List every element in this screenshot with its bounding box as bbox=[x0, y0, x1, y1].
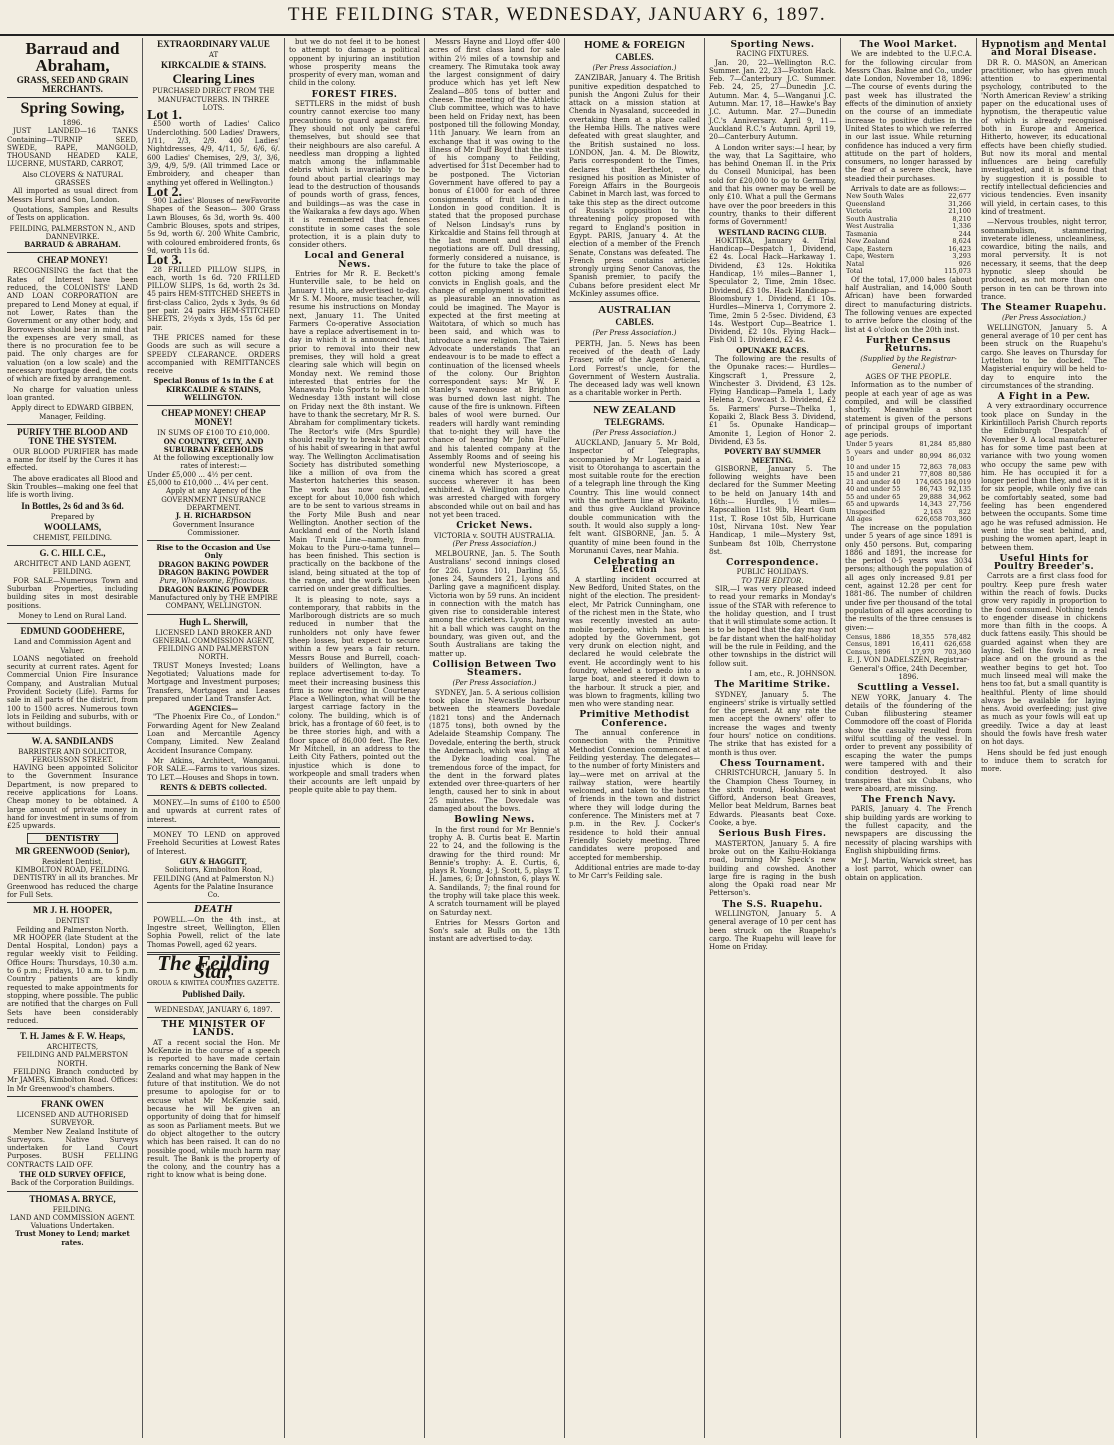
divider bbox=[569, 301, 700, 302]
lot-2-text: 900 Ladies' Blouses of newFavorite Shapes of the Season— 300 Grass Lawn Blouses, 6s 3d, worth 9s. 400 Cambric Blouses, spots and stripes, 5s 9d, worth 6/. 200 White Cambric, with coloured embroidered fronts, 6s 9d, worth 11s 6d. bbox=[147, 197, 280, 255]
forest-fires-heading: FOREST FIRES. bbox=[311, 89, 398, 100]
to-editor: TO THE EDITOR. bbox=[741, 576, 804, 585]
aus-cables-text: PERTH, Jan. 5. News has been received of the death of Lady Fraser, wife of the Agent-General, Lord Forrest's uncle, for the Government of Western Australia. The deceased lady was well known as a charitable worker in Perth. bbox=[569, 339, 700, 398]
editorial-continued: but we do not feel it to be honest to attempt to damage a political opponent by injuring an institution whose prosperity means the prosperity of every man, woman and child in the colony. bbox=[289, 38, 420, 88]
divider bbox=[147, 795, 280, 796]
table-cell: 184,019 bbox=[944, 477, 971, 486]
quotations-text: Quotations, Samples and Results of Tests on application. bbox=[7, 205, 138, 223]
cheap-money-heading: CHEAP MONEY! bbox=[37, 255, 108, 266]
arrivals-title: Arrivals to date are as follows:— bbox=[850, 185, 967, 194]
lot-3-label: Lot 3. bbox=[147, 253, 182, 269]
table-cell: 926 bbox=[958, 259, 971, 268]
hooper-text: MR HOOPER (late Student at the Dental Hospital, London) pays a regular weekly visit to Feilding. Office Hours: Thursdays, 10.30 a.m. to 6 p.m.; Fridays, 10 a.m. to 5 p.m. Country patients are kindly requested to make appointments for stopping, where possible. The public are notified that the charges on Full Sets have been considerably reduced. bbox=[7, 933, 138, 1025]
table-cell: 65 and upwards bbox=[846, 500, 900, 509]
hooper-town: Feilding and Palmerston North. bbox=[16, 925, 129, 934]
table-cell: New Zealand bbox=[846, 237, 890, 246]
additional-entries: Additional entries are made to-day to Mr Carr's Feilding sale. bbox=[569, 863, 700, 881]
purifier-text: OUR BLOOD PURIFIER has made a name for itself by the Cures it has effected. bbox=[7, 447, 138, 473]
hawes-subtitle: ARCHITECTS, bbox=[46, 1043, 99, 1052]
poverty-bay-text: GISBORNE, January 5. The following weights have been declared for the Summer Meeting to be held on January 14th and 16th:— Hurdles, 1½ miles—Rapscallion 11st 9lb, Heart Gum 11st, T. Rose 10st 5lb, Hurricane 10st, Nirvana 10st. New Year Handicap, 1 mile—Mystery 9st, Sunbeam 8st 10lb, Cherrystone 8st. bbox=[709, 464, 836, 556]
table-cell: 703,360 bbox=[944, 515, 971, 524]
table-cell: 81,284 bbox=[919, 440, 943, 449]
table-cell: Total bbox=[846, 267, 863, 276]
opunake-text: The following are the results of the Opunake races:— Hurdles—Kingscraft 1, Pressure 2, Winchester 3. Dividend, £3 12s. Flying Handicap—Pamela 1, Lady Helena 2, Cowcast 3. Dividend, £2 5s. Farmers' Purse—Thelka 1, Kopaiki 2, Black Bess 3. Dividend, £1 5s. Opunake Handicap—Amonite 1, Legion of Honor 2. Dividend, £3 5s. bbox=[709, 354, 836, 446]
column-5 bbox=[565, 38, 705, 1438]
table-cell: 55 and under 65 bbox=[846, 492, 901, 501]
cheap-money-heading-2: CHEAP MONEY! CHEAP MONEY! bbox=[161, 408, 266, 428]
table-row bbox=[845, 649, 972, 657]
table-cell: 174,665 bbox=[915, 477, 943, 486]
table-cell: 86,032 bbox=[948, 451, 971, 460]
trust-money-text: Trust Money to Lend; market rates. bbox=[15, 1229, 130, 1247]
sporting-heading: Sporting News. bbox=[730, 40, 815, 50]
old-survey-subtitle: Back of the Corporation Buildings. bbox=[10, 1179, 135, 1188]
also-clovers: Also CLOVERS & NATURAL GRASSES bbox=[22, 170, 123, 188]
table-cell: All ages bbox=[846, 515, 873, 524]
press-association: (Per Press Association.) bbox=[592, 64, 677, 72]
loans-negotiated-text: LOANS negotiated on freehold security at current rates. Agent for Commercial Union Fire Insurance Company, and Australian Mutual Provident Society (Life). Farms for sale in all parts of the district, from 100 to 1500 acres. Numerous town lots in Feilding and suburbs, with or without buildings. bbox=[7, 654, 138, 730]
table-row bbox=[845, 516, 972, 524]
home-foreign-heading: HOME & FOREIGN bbox=[584, 39, 685, 51]
masthead bbox=[0, 0, 1114, 36]
table-cell: 27,756 bbox=[948, 500, 971, 509]
wool-market-text: We are indebted to the U.F.C.A. for the following circular from Messrs Chas. Balme and Co., under date London, November 18, 1896:—The course of events during the past week has illustrated the effects of the diminution of anxiety on the course of an immediate increase to positive duties in the United States to which we referred in our last issue. While returning confidence has induced a very firm attitude on the part of holders, consumers, no longer harassed by the fear of a severe check, have steadied their purchases. bbox=[845, 50, 972, 183]
census-text: Information as to the number of people at each year of age as was compiled, and will be classified shortly. Meanwhile a short statement is given of the persons of principal groups of important age periods. bbox=[845, 381, 972, 440]
correspondence-text: SIR,—I was very pleased indeed to read your remarks in Monday's issue of the STAR with reference to the holiday question, and I trust that it will stimulate some action. It is to be hoped that the day may not be far distant when the half-holiday will be the rule in Feilding, and the other townships in the district will follow suit. bbox=[709, 585, 836, 668]
scuttling-heading: Scuttling a Vessel. bbox=[857, 683, 960, 694]
divider bbox=[147, 827, 280, 828]
sherwill-name: Hugh L. Sherwill, bbox=[179, 616, 248, 627]
registrar-note: (Supplied by the Registrar-General.) bbox=[860, 354, 957, 371]
firm-towns: FEILDING, PALMERSTON N., AND DANNEVIRKE. bbox=[9, 224, 136, 241]
table-cell: 80,586 bbox=[948, 470, 971, 479]
table-cell: 626,658 bbox=[944, 640, 971, 649]
poverty-bay-heading: POVERTY BAY SUMMER MEETING. bbox=[724, 447, 821, 465]
money-lend-text-2: MONEY TO LEND on approved Freehold Securities at Lowest Rates of Interest. bbox=[147, 831, 280, 856]
purchased-text: PURCHASED DIRECT FROM THE MANUFACTURERS. IN THREE LOTS. bbox=[152, 87, 275, 112]
lot-note: THE PRICES named for these Goods are such as will secure a SPEEDY CLEARANCE. ORDERS accompanied with REMITTANCES receive bbox=[147, 333, 280, 376]
table-cell: 2,163 bbox=[923, 507, 943, 516]
steamer-text: WELLINGTON, January 5. A general average of 10 per cent has been struck on the Ruapehu's cargo. She leaves on Thursday for Lyttelton to be docked. The Magisterial enquiry will be held to-day to enquire into the circumstances of the stranding. bbox=[981, 323, 1107, 390]
guy-haggitt-subtitle: Solicitors, Kimbolton Road, FEILDING (And at Palmerston N.) bbox=[153, 866, 274, 883]
owen-text: Member New Zealand Institute of Surveyors. Native Surveys undertaken for Land Court Purposes. BUSH FELLING CONTRACTS LAID OFF. bbox=[7, 1127, 138, 1169]
spring-year: 1896. bbox=[62, 119, 83, 127]
table-cell: 703,360 bbox=[944, 647, 971, 656]
local-news-text: Entries for Mr R. E. Beckett's Hunterville sale, to be held on January 11th, are advertised to-day. Mr S. M. Moore, music teacher, will resume his instructions on Monday next, January 11. The United Farmers Co-operative Association have a replace advertisement in to-day in which it is announced that, prior to removal into their new premises, they will hold a great clearing sale which will begin on Monday next. We remind those interested that entries for the Manawatu Polo Sports to be held on Wednesday 13th instant will close on Friday next the 8th instant. We have to thank the secretary, Mr R. S. Abraham for complimentary tickets. The Rector's wife (Mrs Spurdle) should really try to break her parrot of his habit of swearing in that awful way. The Wellington Acclimatisation Society has distributed something like a million of ova from the Masterton hatcheries this season. The work has now concluded, except for about 10,000 fish which are to be sent to various streams in the Forty Mile Bush and near Wellington. Another section of the Auckland end of the North Island Main Trunk Line—namely, from Mokau to the Puru-o-tama tunnel—has been finished. This section is practically on the backbone of the island, being situated at the top of the range, and the work has been carried on under great difficulties. bbox=[289, 270, 420, 594]
ss-ruapehu-heading: The S.S. Ruapehu. bbox=[722, 899, 823, 910]
divider bbox=[7, 1191, 138, 1192]
greenwood-name: MR GREENWOOD (Senior), bbox=[15, 845, 130, 856]
for-sale-text: FOR SALE—Numerous Town and Suburban Properties, including building sites in most desirable positions. bbox=[7, 576, 138, 610]
chess-heading: Chess Tournament. bbox=[719, 758, 826, 769]
hooper-subtitle: DENTIST bbox=[55, 917, 90, 926]
ss-ruapehu-text: WELLINGTON, January 5. A general average of 10 per cent has been struck on the Ruapehu's cargo. The Ruapehu will leave for Home on Friday. bbox=[709, 909, 836, 952]
table-cell: 8,624 bbox=[952, 237, 971, 246]
divider bbox=[147, 540, 280, 541]
cables-text: ZANZIBAR, January 4. The British punitive expedition despatched to punish the Angoni Zulus for their attack on a mission station at Chenda in Nyasaland, succeeded in overtaking them at a place called the Hemba Hills. The natives were defeated with great slaughter, and the British sustained no loss. LONDON, Jan. 4. M. De Blowitz, Paris correspondent to the Times, declares that Berthelot, who resigned his position as Minister of Foreign Affairs in the Bourgeois Cabinet in March last, was forced to take this step as the direct outcome of Russia's opposition to the threatening policy proposed with regard to England's position in Egypt. PARIS, January 4. At the election of a member of the French Senate, Constans was defeated. The French press contains articles strongly urging Senor Canovas, the Spanish premier, to pacify the Cubans before president elect Mr McKinley assumes office. bbox=[569, 74, 700, 299]
freeholds-text: ON COUNTRY, CITY, AND SUBURBAN FREEHOLDS bbox=[163, 436, 264, 454]
divider bbox=[7, 902, 138, 903]
column-6 bbox=[705, 38, 841, 1438]
table-cell: 18,355 bbox=[911, 632, 935, 641]
rise-text: Rise to the Occasion and Use Only bbox=[156, 543, 271, 561]
table-row bbox=[845, 268, 972, 276]
correspondence-heading: Correspondence. bbox=[726, 558, 819, 569]
table-row bbox=[845, 449, 972, 464]
wool-market-text-2: Of the total, 17,000 bales (about half Australian, and 14,000 South African) have been forwarded direct to manufacturing districts. The following venues are expected to arrive before the closing of the list at 4 o'clock on the 20th inst. bbox=[845, 275, 972, 334]
feilding-star-logo: The Feilding Star, bbox=[157, 950, 270, 984]
minister-text: AT a recent social the Hon. Mr McKenzie in the course of a speech is reported to have made certain remarks concerning the Bank of New Zealand and what may happen in the future of that institution. We do not presume to apologise for or to excuse what Mr McKenzie said, because he will be given an opportunity of doing that for himself as soon as Parliament meets. But we do object altogether to the outcry which has been raised. It can do no possible good, while much harm may result. The Bank is the property of the colony, and the country has a right to know what is being done. bbox=[147, 1038, 280, 1180]
lot-3-text: 28 FRILLED PILLOW SLIPS, in each, worth 1s 6d. 720 FRILLED PILLOW SLIPS, 1s 6d, worth 2s 3d. 45 pairs HEM-STITCHED SHEETS in first-class Calico, 2yds x 3yds, 9s 6d per pair. 24 pairs HEM-STITCHED SHEETS, 2½yds x 3yds, 15s 6d per pair. bbox=[147, 265, 280, 332]
table-cell: 78,083 bbox=[948, 462, 971, 471]
forest-fires-text: SETTLERS in the midst of bush country cannot exercise too many precautions to guard against fire. They should not only be careful themselves, but should see that their neighbours are also careful. A needless man dropping a lighted match among the inflammable debris which is invariably to be found about partial clearings may lead to the destruction of thousands of pounds worth of grass, fences, and buildings—as was the case in the Waikaraka a few days ago. When it is remembered that fences constitute in some cases the sole protection, it is a plain duty to consider others. bbox=[289, 100, 420, 250]
lot-1-text: £500 worth of Ladies' Calico Underclothing. 500 Ladies' Drawers, 1/11, 2/3, 2/9. 400 Ladies' Nightdresses, 4/9, 4/11, 5/, 6/6, 6/. 600 Ladies' Chemises, 2/9, 3/, 3/6, 3/9, 4/9, 5/9. (All trimmed Lace or Embroidery, and cheaper than anything yet offered in Wellington.) bbox=[147, 120, 280, 187]
table-cell: 92,135 bbox=[948, 485, 971, 494]
table-cell: 244 bbox=[958, 229, 971, 238]
star-subtitle: OROUA & KIWITEA COUNTIES GAZETTE. bbox=[147, 979, 280, 987]
census-text-2: The increase on the population under 5 years of age since 1891 is only 450 persons. But, comparing 1886 and 1891, the increase for the period 0-5 years was 3034 persons; although the population of all ages only increased 9.81 per cent, against 12.28 per cent for 1881-86. The number of children under five per thousand of the total population of all ages according to the results of the three censuses is given:— bbox=[845, 523, 972, 632]
press-association: (Per Press Association.) bbox=[592, 329, 677, 338]
sandilands-text: HAVING been appointed Solicitor to the Government Insurance Department, is now prepared to receive applications for Loans. Cheap money to be obtained. A large amount of private money in hand for investment in sums of from £25 upwards. bbox=[7, 764, 138, 831]
divider bbox=[7, 1028, 138, 1029]
cricket-text: MELBOURNE, Jan. 5. The South Australians' second innings closed for 226. Lyons 101, Darling 55, Jones 24, Saunders 21, Lyons and Darling gave a magnificent display. Victoria won by 59 runs. An incident in connection with the match has given rise to considerable interest among the cricketers. Lyons, having hit a ball which was caught on the boundary, was given out, and the South Australians are taking the matter up. bbox=[429, 550, 560, 658]
goodehere-subtitle: Land and Commission Agent and Valuer. bbox=[13, 638, 132, 655]
dragon-text: DRAGON BAKING POWDER DRAGON BAKING POWDER bbox=[158, 559, 269, 578]
racing-fixtures-heading: RACING FIXTURES. bbox=[736, 50, 809, 59]
table-cell: 115,073 bbox=[944, 267, 971, 276]
money-lend-text: Money to Lend on Rural Land. bbox=[18, 611, 127, 620]
table-cell: Natal bbox=[846, 259, 865, 268]
death-heading: DEATH bbox=[194, 905, 233, 916]
dragon-text-2: DRAGON BAKING POWDER bbox=[158, 584, 269, 594]
table-cell: 31,266 bbox=[948, 199, 971, 208]
maritime-strike-text: SYDNEY, January 5. The engineers' strike is virtually settled for the present. At any rate the men accept the owners' offer to increase the wages and twenty four hours' notice on conditions. The strike that has existed for a month is thus over. bbox=[709, 690, 836, 757]
divider bbox=[7, 252, 138, 253]
divider bbox=[147, 902, 280, 903]
purifier-text-2: The above eradicates all Blood and Skin Troubles—making one feel that life is worth living. bbox=[7, 474, 138, 500]
agencies-text: "The Phoenix Fire Co., of London." Forwarding Agent for New Zealand Loan and Mercantile Agency Company, Limited. New Zealand Accident Insurance Company. bbox=[147, 713, 280, 755]
bowling-text: In the first round for Mr Bennie's trophy A. B. Curtis beat E. Martin 22 to 24, and the following is the drawing for the third round: Mr Bennie's trophy: A. E. Curtis, 6, plays R. Young, 4; J. Scott, 5, plays T. H. James, 6; Dr Johnston, 6, plays W. A. Sandilands, 7; the final round for the trophy will take place this week. A scratch tournament will be played on Saturday next. bbox=[429, 825, 560, 917]
table-cell: 85,880 bbox=[948, 440, 971, 449]
table-cell: 5 years and under 10 bbox=[846, 447, 914, 464]
sandilands-subtitle: BARRISTER AND SOLICITOR, FERGUSSON STREET. bbox=[18, 747, 127, 764]
greenwood-address: KIMBOLTON ROAD, FEILDING. bbox=[15, 866, 130, 875]
prepared-by: Prepared by bbox=[50, 512, 95, 521]
divider bbox=[147, 614, 280, 615]
column-7 bbox=[841, 38, 977, 1438]
table-cell: 86,743 bbox=[919, 485, 943, 494]
press-association: (Per Press Association.) bbox=[452, 678, 537, 687]
table-cell: Unspecified bbox=[846, 507, 886, 516]
nz-telegrams-text: AUCKLAND, January 5. Mr Bold, Inspector of Telegraphs, accompanied by Mr Logan, paid a visit to Otorohanga to ascertain the most suitable route for the erection of a telegraph line through the King Country. This line would connect with the northern line at Waikato, and thus give Auckland province double communication with the south. It would also supply a long-felt want. GISBORNE, Jan. 5. A quantity of mine been found in the Morunanui Caves, near Mahia. bbox=[569, 438, 700, 555]
rate-2: £5,000 to £10,000 ... 4¼ per cent. bbox=[147, 479, 269, 488]
hill-town: FEILDING. bbox=[52, 568, 93, 577]
divider bbox=[7, 97, 138, 98]
table-cell: 29,888 bbox=[919, 492, 943, 501]
racing-fixtures: Jan. 20, 22—Wellington R.C. Summer. Jan. 22, 23—Foxton Hack. Feb. 7—Canterbury J.C. Summer. Feb. 24, 25, 27—Dunedin J.C. Autumn. Mar. 4, 5—Wanganui J.C. Autumn. Mar. 17, 18—Hawke's Bay J.C. Autumn. Mar. 27—Dunedin J.C.'s Anniversary. April 9, 11—Auckland R.C.'s Autumn. April 19, 20—Canterbury Autumn. bbox=[709, 58, 836, 142]
table-cell: Cape, Western bbox=[846, 252, 895, 261]
bryce-name: THOMAS A. BRYCE, bbox=[29, 1193, 116, 1204]
table-cell: 22,677 bbox=[948, 192, 971, 201]
valuations-text: Valuations Undertaken. bbox=[30, 1222, 115, 1231]
column-2 bbox=[143, 38, 285, 1438]
at-text: AT bbox=[208, 51, 219, 59]
press-association: (Per Press Association.) bbox=[452, 539, 537, 548]
french-navy-text: PARIS, January 4. The French ship building yards are working to the fullest capacity, and the newspapers are discussing the necessity of placing warships with English shipbuilding firms. bbox=[845, 805, 972, 855]
celebrating-heading: Celebrating an Election bbox=[593, 557, 676, 576]
table-cell: Census, 1896 bbox=[846, 647, 891, 656]
old-survey-office: THE OLD SURVEY OFFICE, bbox=[19, 1169, 126, 1179]
chemist-name: WOOLLAMS, bbox=[43, 521, 102, 532]
lot-2-label: Lot 2. bbox=[147, 184, 182, 200]
ages-title: AGES OF THE PEOPLE. bbox=[865, 373, 952, 382]
hill-name: G. C. HILL C.E., bbox=[39, 548, 106, 559]
westland-heading: WESTLAND RACING CLUB. bbox=[718, 227, 827, 237]
trust-text: TRUST Moneys Invested; Loans Negotiated; Valuations made for Mortgage and Investment purposes; Transfers, Mortgages and Leases prepared under Land Transfer Act. bbox=[147, 661, 280, 703]
bryce-town: FEILDING. bbox=[52, 1205, 93, 1214]
greenwood-subtitle: Resident Dentist, bbox=[41, 857, 104, 866]
table-cell: New South Wales bbox=[846, 192, 904, 201]
imported-text: All imported as usual direct from Messrs Hurst and Son, London. bbox=[7, 187, 138, 204]
westland-text: HOKITIKA, January 4. Trial Handicap—Despatch 1, Dividend, £2 4s. Local Hack—Harkaway 1. Dividend, £3 12s. Hokitika Handicap, 1½ miles—Banner 1, Speculator 2, Time, 2min 18sec. Dividend, £3 10s. Hack Handicap—Bloomsbury 1. Dividend, £1 10s. Hurdles—Minerva 1, Corrymore 2. Time, 2min 5 2-5sec. Dividend, £3 14s. Westport Cup—Beatrice 1. Dividend, £2 10s. Flying Hack—Fish Oil 1. Dividend, £2 4s. bbox=[709, 236, 836, 345]
table-cell: 72,863 bbox=[919, 462, 943, 471]
sums-text: IN SUMS OF £100 TO £10,000. bbox=[157, 429, 270, 438]
local-news-heading: Local and General News. bbox=[304, 251, 405, 270]
kirkcaldie-name: KIRKCALDIE & STAINS. bbox=[160, 60, 267, 71]
table-cell: 8,210 bbox=[952, 214, 971, 223]
poultry-end: Hens should be fed just enough to induce them to scratch for more. bbox=[981, 748, 1107, 774]
purify-heading: PURIFY THE BLOOD AND TONE THE SYSTEM. bbox=[17, 426, 128, 446]
press-association: (Per Press Association.) bbox=[1002, 313, 1086, 322]
table-cell: 822 bbox=[958, 507, 971, 516]
column-4 bbox=[425, 38, 565, 1438]
poultry-text: Carrots are a first class food for poultry. Keep pure fresh water within the reach of fowls. Ducks grow very rapidly in proportion to the food consumed. Nothing tends to engender disease in chickens more than filth in the coops. A duck fattens easily. This should be guarded against when they are laying. Sell the fowls in a real place and on the ground as the weather begins to get hot. Too much linseed meal will make the hens too fat, but a small quantity is healthful. Plenty of lime should always be available for laying hens. Avoid overfeeding; just give as much as your fowls will eat up greedily. Twice a day at least should the fowls have fresh water on hot days. bbox=[981, 572, 1107, 747]
table-cell: Census, 1886 bbox=[846, 632, 891, 641]
hypnotism-text: DR R. O. MASON, an American practitioner, who has given much attention to experimental psychology, contributed to the 'North American Review' a striking paper on the educational uses of hypnotism, the therapeutic value of which is already recognised both in Europe and America. Hitherto, however, its educational effects have been chiefly studied. But now its moral and mental influences are being carefully investigated, and it is found that by suggestion it is possible to rectify intellectual deficiencies and vicious tendencies. Even insanity will yield, in certain cases, to this kind of treatment. bbox=[981, 58, 1107, 216]
bottles-heading: In Bottles, 2s 6d and 3s 6d. bbox=[21, 500, 124, 511]
issue-date: WEDNESDAY, JANUARY 6, 1897. bbox=[154, 1005, 273, 1014]
death-notice: POWELL.—On the 4th inst., at Ingestre street, Wellington, Ellen Sophia Powell, relict of the late Thomas Powell, aged 62 years. bbox=[147, 915, 280, 949]
telegrams-heading: TELEGRAMS. bbox=[604, 416, 665, 427]
divider bbox=[7, 545, 138, 546]
table-cell: South Australia bbox=[846, 214, 898, 223]
wool-market-heading: The Wool Market. bbox=[859, 40, 958, 50]
nz-heading: NEW ZEALAND bbox=[593, 403, 676, 416]
agencies-heading: AGENCIES— bbox=[188, 704, 239, 714]
table-cell: Cape, Eastern bbox=[846, 244, 893, 253]
column-1 bbox=[3, 38, 143, 1438]
table-cell: 80,994 bbox=[919, 451, 943, 460]
table-cell: 15 and under 21 bbox=[846, 470, 901, 479]
rates-intro: At the following exceptionally low rates of interest:— bbox=[153, 454, 274, 471]
firm-name: Barraud and Abraham, bbox=[25, 39, 120, 75]
table-cell: 626,658 bbox=[915, 515, 943, 524]
extraordinary-heading: EXTRAORDINARY VALUE bbox=[157, 39, 270, 49]
table-cell: 16,423 bbox=[948, 244, 971, 253]
census-age-table bbox=[845, 441, 972, 524]
primitive-methodist-text: The annual conference in connection with the Primitive Methodist Connexion commenced at Feilding yesterday. The delegates—to the number of forty Ministers and lay—were met on arrival at the railway station, were heartily welcomed, and taken to the homes of friends in the town and district where they will lodge during the conference. The Ministers met at 7 p.m. in the Rev. J. Cocker's residence to hold their annual Friendly Society meeting. Three candidates were proposed and accepted for membership. bbox=[569, 729, 700, 862]
public-holidays-heading: PUBLIC HOLIDAYS. bbox=[736, 568, 809, 577]
hooper-name: MR J. H. HOOPER, bbox=[33, 905, 112, 916]
poultry-heading: Useful Hints for Poultry Breeder's. bbox=[993, 553, 1095, 573]
table-cell: Queensland bbox=[846, 199, 886, 208]
table-cell: 3,293 bbox=[952, 252, 971, 261]
table-cell: Victoria bbox=[846, 207, 872, 216]
aus-cables-heading: CABLES. bbox=[615, 317, 654, 328]
sandilands-name: W. A. SANDILANDS bbox=[31, 735, 114, 746]
table-cell: West Australia bbox=[846, 222, 894, 231]
table-cell: 34,962 bbox=[948, 492, 971, 501]
divider bbox=[7, 1096, 138, 1097]
guy-haggitt-name: GUY & HAGGITT, bbox=[179, 856, 248, 866]
divider bbox=[7, 733, 138, 734]
table-cell: 1,336 bbox=[952, 222, 971, 231]
table-cell: Under 5 years bbox=[846, 440, 893, 449]
scuttling-text: NEW YORK, January 4. The details of the foundering of the Cuban filibustering steamer Commodore off the coast of Florida show the casualty resulted from wilful scuttling of the vessel. In order to prevent any possibility of escaping the water the pumps were tampered with and their condition destroyed. It also transpires that six Cubans, who were aboard, are missing. bbox=[845, 693, 972, 793]
bowling-heading: Bowling News. bbox=[454, 815, 535, 826]
money-sums-text: MONEY.—In sums of £100 to £500 and upwards at current rates of interest. bbox=[147, 799, 280, 824]
steamer-heading: The Steamer Ruapehu. bbox=[981, 303, 1107, 314]
table-cell: 14,343 bbox=[919, 500, 943, 509]
special-bonus: Special Bonus of 1s in the £ at KIRKCALDIE & STAINS, WELLINGTON. bbox=[153, 376, 274, 402]
pure-text: Pure, Wholesome, Efficacious. bbox=[159, 577, 268, 586]
table-cell: 16,411 bbox=[911, 640, 935, 649]
correspondence-signature: I am, etc., R. JOHNSON. bbox=[749, 669, 836, 678]
table-cell: Tasmania bbox=[846, 229, 878, 238]
bush-fires-text: MASTERTON, January 5. A fire broke out on the Kaihu-Hokianga road, burning Mr Speck's new building and cowshed. Another large fire is raging in the bush along the Opaki road near Mr Petterson's. bbox=[709, 839, 836, 898]
london-text: A London writer says:—I hear, by the way, that La Sagittaire, who has behind Oneman II. in the Prix du Conseil Municipal, has been sold for £20,000 to go to Germany, and that his owner may be well be only £10. What a pull the Germans have over the poor breeders in this country, thanks to their different forms of Government! bbox=[709, 143, 836, 227]
collision-text: SYDNEY, Jan. 5. A serious collision took place in Newcastle harbour between the steamers Dovedale (1821 tons) and the Andernach (1875 tons), both owned by the Adelaide Steamship Company. The Dovedale, entering the berth, struck the Andernach, which was lying at the Dyke loading coal. The tremendous force of the impact, for the dent in the forward plates extended over three-quarters of her length, caused her to sink in about 25 minutes. The Dovedale was damaged about the bows. bbox=[429, 688, 560, 814]
registrar-signature: E. J. VON DADELSZEN, Registrar-General's Office, 24th December, 1896. bbox=[847, 656, 970, 681]
goodehere-name: EDMUND GOODEHERE, bbox=[20, 626, 125, 637]
table-row bbox=[845, 253, 972, 261]
press-association: (Per Press Association.) bbox=[592, 428, 677, 437]
greenwood-text: DENTISTRY in all its branches. Mr Greenwood has reduced the charge for Full Sets. bbox=[7, 874, 138, 899]
no-charge-text: No charge for valuation unless loan granted. bbox=[7, 385, 138, 402]
table-cell: Census, 1891 bbox=[846, 640, 891, 649]
palatine-agents: Agents for the Palatine Insurance Co. bbox=[153, 882, 274, 900]
dentistry-logo: DENTISTRY bbox=[27, 833, 118, 843]
fight-heading: A Fight in a Pew. bbox=[997, 392, 1091, 403]
rents-text: RENTS & DEBTS collected. bbox=[159, 782, 268, 792]
rate-1: Under £5,000 ... 4½ per cent. bbox=[147, 470, 253, 479]
cricket-heading: Cricket News. bbox=[456, 521, 533, 532]
loan-text: RECOGNISING the fact that the Rates of Interest have been reduced, the COLONISTS' LAND AND LOAN CORPORATION are prepared to Lend Money at equal, if not Lower, Rates than the Government or any other body, and Borrowers should bear in mind that the expenses are very small, as there is no procuration fee to be paid. The only charges are for valuation (on a low scale) and the necessary mortgage deed, the costs of which are fixed by arrangement. bbox=[7, 267, 138, 384]
french-navy-heading: The French Navy. bbox=[860, 795, 957, 806]
owen-subtitle: LICENSED AND AUTHORISED SURVEYOR. bbox=[16, 1110, 129, 1128]
cricket-subheading: VICTORIA v. SOUTH AUSTRALIA. bbox=[433, 531, 556, 540]
census-heading: Further Census Returns. bbox=[866, 335, 951, 355]
table-cell: 21 and under 40 bbox=[846, 477, 901, 486]
column-8 bbox=[977, 38, 1111, 1438]
apply-text: Apply direct to EDWARD GIBBEN, Manager, Feilding. bbox=[11, 404, 134, 421]
divider bbox=[147, 405, 280, 406]
table-cell: 77,808 bbox=[919, 470, 943, 479]
maritime-strike-heading: The Maritime Strike. bbox=[714, 680, 831, 691]
published-daily: Published Daily. bbox=[182, 988, 245, 999]
hypnotism-text-2: —Nervous troubles, night terror, somnambulism, stammering, inveterate idleness, uncleanliness, cowardice, biting the nails, and moral perversity. It is not necessary, it seems, that the deep hypnotic sleep should be produced, as not more than one person in ten can be thrown into trance. bbox=[981, 218, 1107, 301]
table-cell: 10 and under 15 bbox=[846, 462, 901, 471]
bryce-subtitle: LAND AND COMMISSION AGENT. bbox=[10, 1213, 135, 1222]
primitive-methodist-heading: Primitive Methodist Conference. bbox=[579, 710, 690, 729]
table-cell: 17,970 bbox=[911, 647, 935, 656]
local-news-text-2: It is pleasing to note, says a contemporary, that rabbits in the Marlborough districts are so much reduced in number that the runholders not only have fewer sheep losses, but expect to secure within a few years a fair return. Messrs Bouse and Burrell, coach-builders of Wellington, have a replace advertisement to-day. To meet their increasing business this firm is now erecting in Courtenay Place a Wellington, what will be the largest carriage factory in the colony. The building, which is of brick, has a frontage of 60 feet, is to be three stories high, and with a floor space of 86,000 feet. The Rev. Mr Mitchell, in an address to the Leith City Fathers, pointed out the injustice which is done to workpeople and small traders when their accounts are left unpaid by people quite able to pay them. bbox=[289, 595, 420, 795]
hawes-name: T. H. James & F. W. Heaps, bbox=[19, 1031, 126, 1042]
divider bbox=[7, 424, 138, 425]
children-table bbox=[845, 634, 972, 657]
masthead-title: THE FEILDING STAR, WEDNESDAY, JANUARY 6, 1897. bbox=[287, 4, 827, 25]
owen-name: FRANK OWEN bbox=[41, 1098, 104, 1109]
opunake-heading: OPUNAKE RACES. bbox=[736, 345, 809, 355]
seed-text: JUST LANDED—16 TANKS Containing—TURNIP SEED, SWEDE, RAPE, MANGOLD, THOUSAND HEADED KALE, LUCERNE, MUSTARD, CARROT, bbox=[7, 127, 138, 169]
cables-heading: CABLES. bbox=[615, 52, 654, 62]
divider bbox=[7, 623, 138, 624]
spring-sowing-title: Spring Sowing, bbox=[20, 100, 125, 117]
celebrating-text: A startling incident occurred at New Bedford, United States, on the night of the election. The president-elect, Mr Patrick Cunningham, one of the richest men in the State, who was recently invested an auto-mobile torpedo, which has been adopted by the Government, got very drunk on election night, and declared he would celebrate the event. He accordingly went to his foundry, wheeled a torpedo into a large boat, and steered it down to the harbour. It struck a pier, and was blown to fragments, killing two men who were standing near. bbox=[569, 575, 700, 709]
sale-text: Entries for Messrs Gorton and Son's sale at Bulls on the 13th instant are advertised to-day. bbox=[429, 918, 560, 944]
table-cell: 578,482 bbox=[944, 632, 971, 641]
hawes-town: FEILDING AND PALMERSTON NORTH. bbox=[16, 1051, 129, 1068]
australian-heading: AUSTRALIAN bbox=[598, 304, 671, 317]
clearing-lines-heading: Clearing Lines bbox=[172, 71, 255, 87]
bush-fires-heading: Serious Bush Fires. bbox=[718, 829, 827, 840]
lot-1-label: Lot 1. bbox=[147, 108, 182, 124]
divider bbox=[147, 1002, 280, 1003]
divider bbox=[569, 401, 700, 402]
richardson-subtitle: Government Insurance Commissioner. bbox=[172, 520, 255, 537]
manufactured-text: Manufactured only by THE EMPIRE COMPANY, WELLINGTON. bbox=[149, 593, 278, 611]
table-cell: 40 and under 55 bbox=[846, 485, 901, 494]
apply-agency: Apply at any Agency of the GOVERNMENT INSURANCE DEPARTMENT. bbox=[161, 487, 266, 512]
table-cell: 21,100 bbox=[948, 207, 971, 216]
wool-arrivals-table bbox=[845, 193, 972, 276]
firm-subtitle: GRASS, SEED AND GRAIN MERCHANTS. bbox=[16, 75, 129, 94]
branch-text: FEILDING Branch conducted by Mr JAMES, Kimbolton Road. Offices: In Mr Greenwood's chambers. bbox=[7, 1068, 138, 1093]
minister-heading: THE MINISTER OF LANDS. bbox=[161, 1020, 266, 1039]
divider bbox=[147, 1017, 280, 1018]
collision-heading: Collision Between Two Steamers. bbox=[432, 659, 557, 679]
chemist-subtitle: CHEMIST, FEILDING. bbox=[33, 533, 112, 542]
chess-text: CHRISTCHURCH, January 5. In the Champion Chess Tourney, in the sixth round, Hookham beat Gifford, Anderson beat Greaves, Mellor beat Meldrum, Barnes beat Edwards. Pleasants beat Coxe. Cooke, a bye. bbox=[709, 769, 836, 828]
atkins-text: Mr Atkins, Architect, Wanganui. FOR SALE.—Farms to various sizes. TO LET.—Houses and Shops in town. bbox=[147, 756, 280, 782]
columns bbox=[3, 38, 1111, 1440]
hypnotism-heading: Hypnotism and Mental and Moral Disease. bbox=[981, 40, 1107, 59]
sherwill-subtitle: LICENSED LAND BROKER AND GENERAL COMMISSION AGENT, FEILDING AND PALMERSTON NORTH. bbox=[152, 628, 275, 662]
fight-text: A very extraordinary occurrence took place on Sunday in the Kirkintilloch Parish Church reports the Edinburgh 'Despatch' of November 9. A local manufacturer has for some time past been at variance with two young women who occupy the same pew with him. He has occupied it for a longer period than they, and as it is for six people, while only five can be comfortably seated, some bad feeling has been engendered between the occupants. Some time ago he was refused admission. He went into the seat behind, and, pushing the women apart, leapt in between them. bbox=[981, 402, 1107, 552]
lost-parrot-text: Mr J. Martin, Warwick street, has a lost parrot, which owner can obtain on application. bbox=[845, 857, 972, 882]
hill-subtitle: ARCHITECT AND LAND AGENT, bbox=[13, 560, 131, 569]
local-news-continued: Messrs Hayne and Lloyd offer 400 acres of first class land for sale within 2½ miles of a township and creamery. The Rimutaka took away the largest consignment of dairy produce which has yet left New Zealand—805 tons of butter and cheese. The meeting of the Athletic Club committee, which was to have been held on Friday next, has been postponed till the following Monday, 11th January. We learn from an exchange that it was owing to the illness of Mr Duff Boyd that the visit of his company to Feilding, advertised for 31st December had to be postponed. The Victorian Government have offered to pay a bonus of £1000 for each of three consignments of fruit landed in London in good condition. It is stated that the proposed purchase of Nelson Lindsay's runs by Kirkcaldie and Stains fell through at the last moment and that all negotiations are off. Dull dressing, formerly considered a nuisance, is for the future to take the place of cotton picking among female convicts in English goals, and the change of employment is admitted as pleasurable an innovation as could be imagined. The Mayor is expected at the first meeting at Waitotara, of which so much has been said, and which was to introduce a new religion. The Taieri Advocate understands that an endeavour is to be made to effect a continuation of the licensed wheels of the colony. Our Brighton correspondent says: Mr W. F. Stanley's warehouse at Brighton was burned down last night. The cause of the fire is unknown. Fifteen bales of wool were burned. Our readers will hardly want reminding that to-night they will have the chance of hearing Mr John Fuller and his talented company at the Assembly Rooms and of seeing his wonderful new Mysterioscope, a cinema which has scored a great success wherever it has been exhibited. A Wellington man who was arrested charged with forgery absconded while out on bail and has not yet been traced. bbox=[429, 38, 560, 519]
column-3 bbox=[285, 38, 425, 1438]
richardson-name: J. H. RICHARDSON bbox=[175, 511, 252, 521]
firm-signature: BARRAUD & ABRAHAM. bbox=[24, 240, 121, 250]
